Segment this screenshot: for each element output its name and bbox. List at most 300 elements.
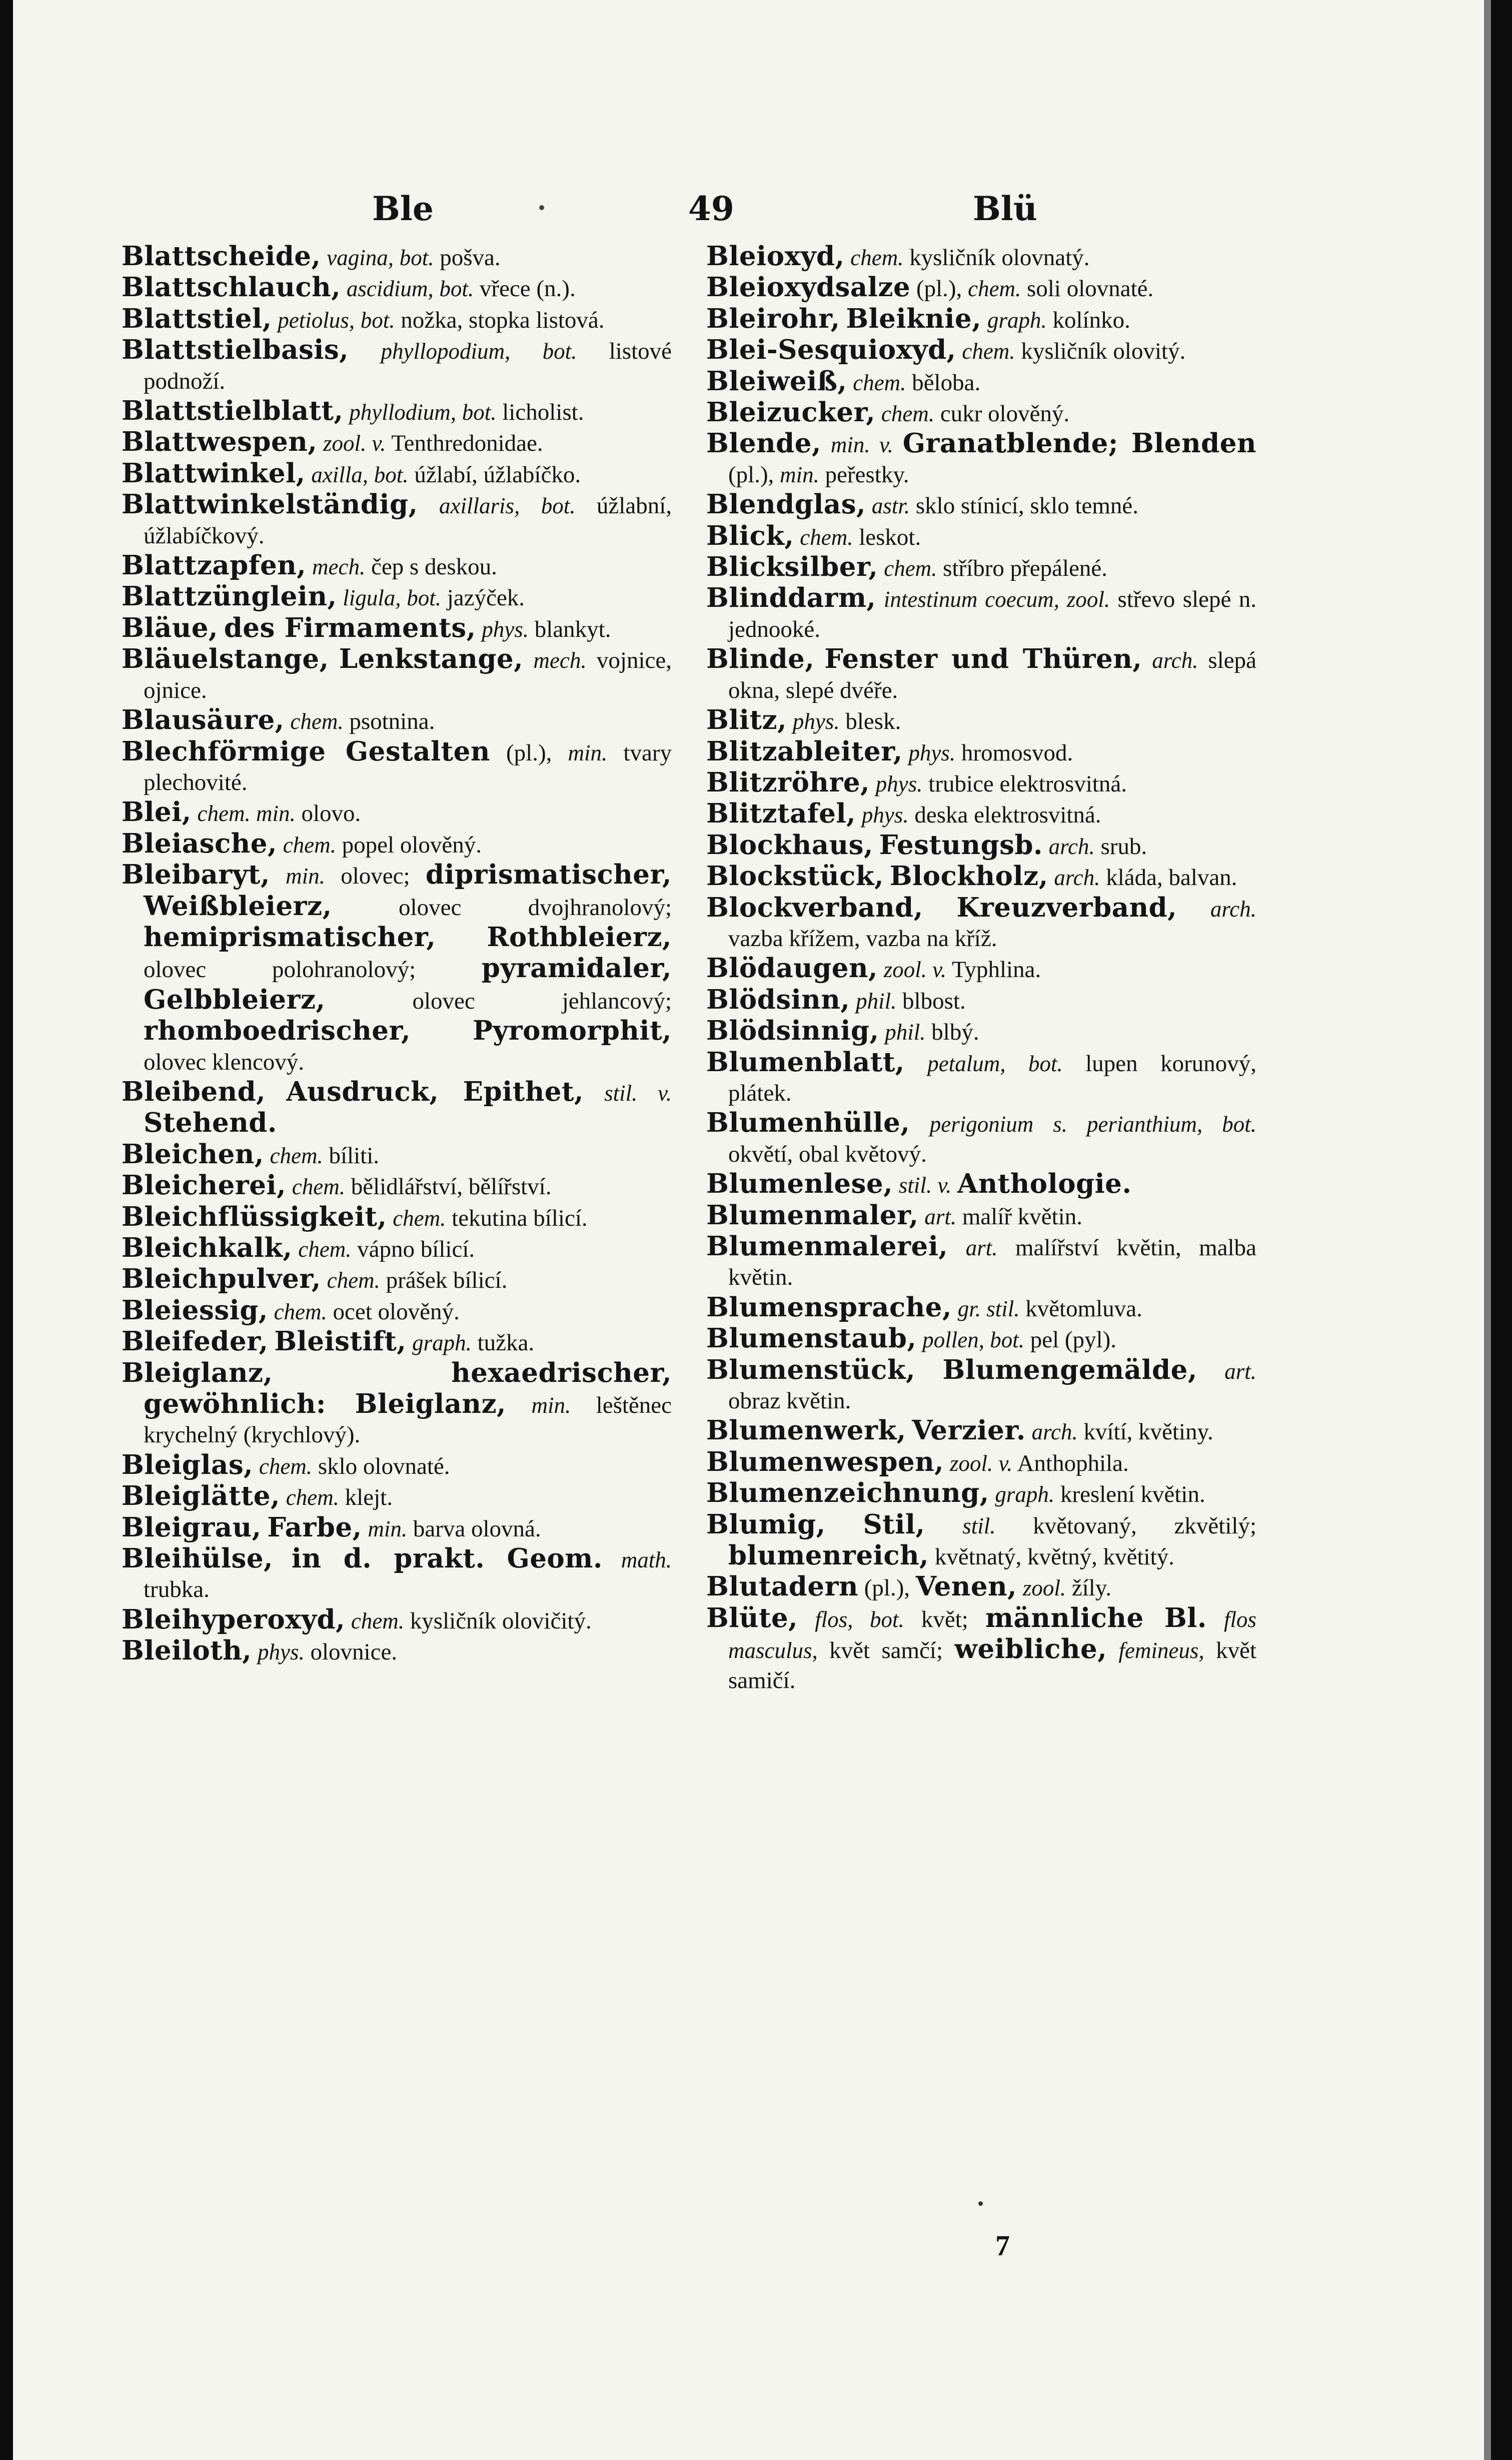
dictionary-entry [706,1169,1256,1200]
entry-text: bíliti. [323,1142,380,1169]
entry-text: olovec jehlancový; [325,988,672,1014]
entry-text [520,493,541,519]
entry-text: olovec; [325,863,426,890]
entry-german-term: Granatblende; Blenden [902,428,1256,459]
dictionary-entry [122,1481,672,1512]
entry-text: kláda, balvan. [1100,865,1237,891]
entry-abbreviation: phys. [258,1639,305,1665]
dictionary-entry [122,860,672,1077]
entry-text [434,276,440,302]
dictionary-entry [706,429,1256,490]
entry-headword: Blicksilber, [706,551,878,583]
print-speck [978,2201,983,2206]
entry-abbreviation: bot. [360,307,395,333]
entry-headword: Bleiglanz, [122,1357,273,1388]
entry-text: kvítí, květiny. [1077,1419,1213,1445]
entry-abbreviation: art. [1224,1358,1256,1384]
entry-text: barva olovná. [407,1515,541,1542]
entry-headword: Blödsinn, [706,984,850,1015]
entry-abbreviation: chem. [283,832,336,858]
dictionary-entry [122,797,672,829]
entry-text: jazýček. [441,585,525,611]
entry-text: (pl.), [506,739,568,766]
entry-headword: Blumensprache, [706,1291,952,1323]
entry-abbreviation: phyllopodium, [381,339,511,364]
entry-german-term: Fenster und Thüren, [824,643,1142,675]
entry-abbreviation: arch. [1048,834,1095,859]
entry-abbreviation: phys. [482,616,529,642]
entry-abbreviation: bot. [399,245,434,270]
scan-border-left [0,0,13,2460]
right-column [706,242,1256,1696]
entry-text [1026,1419,1032,1445]
entry-abbreviation: chem. [259,1453,313,1479]
entry-text: žíly. [1066,1575,1112,1601]
dictionary-entry [706,1108,1256,1169]
entry-german-term: Blumengemälde, [942,1354,1197,1385]
running-header [0,181,1512,236]
dictionary-entry [122,459,672,490]
entry-text [362,1516,368,1542]
entry-abbreviation: ligula, [343,585,401,611]
entry-headword: Bleichpulver, [122,1263,321,1295]
entry-german-term: pyramidaler, Gelbbleierz, [144,953,672,1015]
header-left-guide-word: Ble [372,189,434,228]
dictionary-entry [706,862,1256,893]
entry-text: květnatý, květný, květitý. [929,1544,1174,1570]
entry-headword: Blödsinnig, [706,1015,879,1047]
entry-abbreviation: chem. [292,1174,345,1200]
entry-text: malíř květin. [956,1203,1083,1230]
dictionary-entry [122,273,672,304]
entry-abbreviation: flos, bot. [815,1606,904,1632]
entry-german-term: weibliche, [954,1633,1107,1665]
entry-headword: Blausäure, [122,704,285,736]
entry-abbreviation: phys. [875,771,923,796]
entry-abbreviation: phil. [856,988,897,1014]
entry-abbreviation: bot. [462,400,497,425]
dictionary-entry [122,737,672,798]
dictionary-entry [122,1358,672,1450]
entry-headword: Blattwespen, [122,426,318,458]
dictionary-entry [706,398,1256,429]
entry-text: tužka. [471,1330,535,1356]
entry-abbreviation: gr. stil. [957,1296,1020,1321]
entry-headword: Bleiglätte, [122,1480,280,1512]
entry-headword: Blinde, [706,643,815,675]
entry-abbreviation: intestinum coecum, zool. [883,587,1110,612]
entry-german-term: Anthologie. [957,1168,1132,1200]
entry-abbreviation: astr. [871,493,910,519]
entry-abbreviation: stil. [962,1513,996,1538]
entry-text [506,1392,531,1418]
entry-abbreviation: ascidium, [346,276,434,302]
dictionary-entry [122,613,672,644]
entry-text: blesk. [839,708,901,735]
dictionary-entry [122,829,672,860]
dictionary-entry [122,705,672,736]
left-column [122,242,672,1668]
entry-headword: Blendglas, [706,489,866,520]
entry-german-term: diprismatischer, Weißbleierz, [144,859,672,922]
entry-abbreviation: arch. [1054,865,1100,891]
entry-text: olovnice. [304,1639,398,1666]
entry-text: kysličník olovičitý. [404,1607,592,1634]
entry-abbreviation: chem. [290,709,344,734]
dictionary-entry [706,242,1256,273]
entry-headword: Bleihülse, [122,1543,273,1574]
entry-headword: Blick, [706,520,794,551]
entry-headword: Bleifeder, [122,1326,269,1357]
entry-headword: Blockhaus, [706,829,873,861]
entry-headword: Bleiloth, [122,1635,252,1667]
entry-text: Anthophila. [1012,1450,1129,1476]
dictionary-entry [706,273,1256,304]
entry-abbreviation: graph. [987,307,1047,333]
entry-german-term: Farbe, [267,1511,362,1543]
entry-abbreviation: phyllodium, [349,400,456,425]
entry-headword: Bleiessig, [122,1294,268,1326]
entry-headword: Bleichen, [122,1138,264,1170]
entry-headword: Blüte, [706,1602,798,1633]
entry-abbreviation: min. [780,462,819,487]
entry-text: kreslení květin. [1054,1481,1205,1508]
entry-abbreviation: math. [621,1547,672,1573]
entry-abbreviation: bot. [407,585,441,611]
entry-abbreviation: min. v. [830,432,893,458]
entry-text [1017,1575,1023,1601]
entry-text: olovo. [295,800,361,827]
entry-abbreviation: chem. [298,1237,352,1262]
entry-german-term: Kreuzverband, [956,892,1177,923]
entry-text: peřestky. [819,461,909,488]
scan-border-right [1491,0,1512,2460]
entry-text: střevo slepé n. jednooké. [728,586,1257,642]
entry-text [456,399,462,425]
entry-headword: Bleiasche, [122,828,277,859]
dictionary-entry [122,551,672,582]
entry-german-term: Stehend. [144,1107,277,1139]
entry-abbreviation: min. [286,864,325,889]
entry-german-term: blumenreich, [728,1540,929,1571]
entry-text: listové podnoží. [144,338,672,394]
entry-headword: Bleiglas, [122,1449,254,1480]
entry-text [394,245,400,271]
entry-headword: Bleirohr, [706,303,840,334]
entry-headword: Blattwinkel, [122,457,306,489]
entry-text: obraz květin. [728,1388,851,1414]
entry-headword: Blei, [122,796,192,828]
dictionary-entry [122,1544,672,1605]
entry-text: slepá okna, slepé dvéře. [728,647,1257,703]
entry-text: blbý. [925,1019,979,1046]
dictionary-entry [122,335,672,396]
entry-headword: Blende, [706,428,821,459]
entry-abbreviation: chem. min. [197,801,296,827]
entry-text [951,1172,957,1198]
dictionary-entry [706,893,1256,954]
dictionary-entry [122,1513,672,1544]
dictionary-entry [122,1202,672,1233]
entry-german-term: Blockholz, [889,861,1048,892]
entry-abbreviation: min. [531,1393,571,1418]
entry-abbreviation: chem. [270,1143,323,1168]
entry-abbreviation: chem. [800,524,853,550]
entry-text: olovec polohranolový; [144,957,482,983]
dictionary-entry [706,1293,1256,1324]
entry-text [603,1547,621,1573]
entry-abbreviation: chem. [962,339,1015,364]
dictionary-entry [122,1171,672,1202]
entry-abbreviation: art. [965,1235,998,1260]
entry-abbreviation: bot. [374,462,409,487]
entry-text: tekutina bílicí. [446,1205,588,1231]
entry-abbreviation: pollen, bot. [922,1327,1024,1353]
entry-abbreviation: arch. [1210,896,1257,922]
entry-headword: Blattstielbasis, [122,334,349,366]
entry-text: trubka. [144,1576,210,1603]
dictionary-entry [122,396,672,427]
entry-abbreviation: bot. [439,276,474,302]
entry-abbreviation: phys. [861,802,909,828]
entry-text: blankyt. [529,616,611,642]
dictionary-entry [706,335,1256,366]
entry-text: úžlabí, úžlabíčko. [408,461,581,488]
header-dot [539,205,544,210]
entry-text: blbost. [896,988,966,1014]
entry-abbreviation: flos masculus, [728,1606,1257,1664]
entry-text: vápno bílicí. [351,1236,475,1262]
entry-headword: Blödaugen, [706,953,878,984]
entry-headword: Bleichflüssigkeit, [122,1201,387,1232]
entry-headword: Blumenstaub, [706,1323,917,1354]
entry-text: ocet olověný. [327,1298,460,1325]
entry-abbreviation: bot. [542,339,577,364]
entry-headword: Bleibaryt, [122,859,270,891]
entry-text [1207,1606,1224,1632]
entry-headword: Blutadern [706,1571,859,1602]
entry-headword: Bläue, [122,612,218,643]
entry-headword: Bleicherei, [122,1170,287,1201]
entry-german-term: Ausdruck, Epithet, [286,1076,584,1107]
entry-headword: Blumenstück, [706,1354,916,1385]
entry-text: Tenthredonidae. [386,430,543,457]
entry-abbreviation: chem. [884,556,937,581]
entry-text [368,462,374,488]
dictionary-entry [706,1603,1256,1696]
dictionary-entry [122,304,672,335]
dictionary-entry [122,1327,672,1358]
entry-headword: Bleihyperoxyd, [122,1603,346,1635]
entry-text: květ; [904,1606,985,1632]
entry-headword: Bleioxyd, [706,241,845,272]
entry-abbreviation: zool. v. [323,431,386,456]
entry-headword: Bleizucker, [706,397,876,428]
entry-text [1005,1051,1028,1077]
entry-text: licholist. [496,399,584,426]
entry-abbreviation: arch. [1031,1419,1078,1445]
entry-german-term: männliche Bl. [985,1602,1207,1633]
entry-abbreviation: stil. v. [898,1173,952,1198]
entry-text: nožka, stopka listová. [395,307,605,333]
entry-headword: Blei-Sesquioxyd, [706,334,956,366]
dictionary-entry [706,705,1256,736]
entry-headword: Blumenmalerei, [706,1231,948,1262]
entry-text: čep s deskou. [365,554,497,580]
entry-headword: Blumenblatt, [706,1046,905,1078]
entry-text: sklo stínicí, sklo temné. [910,493,1139,519]
entry-abbreviation: mech. [312,554,366,580]
dictionary-entry [706,1324,1256,1355]
entry-headword: Blattstiel, [122,303,272,334]
dictionary-entry [706,1416,1256,1447]
dictionary-entry [706,768,1256,799]
entry-text [476,616,482,642]
entry-text: leskot. [853,524,921,550]
dictionary-entry [122,427,672,458]
entry-headword: Blattzapfen, [122,550,307,581]
entry-text [1197,1358,1224,1384]
entry-headword: Blattschlauch, [122,272,341,303]
entry-text: květ samčí; [817,1637,955,1664]
entry-text: (pl.), [864,1575,916,1601]
entry-text: popel olověný. [336,832,482,858]
entry-text: kysličník olovnatý. [903,245,1090,271]
entry-text: psotnina. [343,708,435,735]
entry-text: (pl.), [728,461,780,488]
entry-text [1048,865,1054,891]
entry-abbreviation: zool. v. [883,957,947,983]
entry-german-term: Stil, [863,1508,925,1540]
dictionary-entry [706,737,1256,768]
dictionary-entry [706,1016,1256,1047]
dictionary-entry [706,985,1256,1016]
entry-text: olovec klencový. [144,1049,305,1075]
entry-abbreviation: chem. [327,1268,380,1293]
entry-headword: Blumenmaler, [706,1199,919,1231]
header-right-guide-word: Blü [973,189,1037,228]
dictionary-entry [122,1233,672,1264]
entry-text: trubice elektrosvitná. [922,770,1127,797]
entry-headword: Blitztafel, [706,798,856,830]
entry-text [981,307,987,333]
entry-text: pošva. [434,245,501,271]
entry-text [1107,1637,1118,1664]
entry-headword: Blitzableiter, [706,735,903,767]
entry-abbreviation: petiolus, [278,307,355,333]
entry-abbreviation: bot. [541,493,576,519]
dictionary-entry [706,831,1256,862]
entry-headword: Blinddarm, [706,582,876,614]
dictionary-entry [706,552,1256,583]
dictionary-entry [706,583,1256,644]
dictionary-entry [706,1355,1256,1416]
entry-abbreviation: chem. [853,370,906,395]
entry-headword: Blumenwespen, [706,1446,944,1477]
entry-german-term: Lenkstange, [339,643,524,675]
entry-german-term: des Firmaments, [224,612,476,643]
entry-headword: Blitz, [706,704,787,736]
entry-abbreviation: graph. [995,1482,1055,1507]
entry-text [510,338,542,364]
entry-headword: Bläuelstange, [122,643,329,675]
entry-text: kolínko. [1046,307,1130,333]
dictionary-entry [122,1636,672,1667]
entry-headword: Blumenlese, [706,1168,893,1200]
entry-text: kysličník olovitý. [1015,338,1186,365]
entry-text: vřece (n.). [474,276,576,302]
entry-headword: Bleichkalk, [122,1232,293,1263]
dictionary-entry [706,304,1256,335]
entry-text: květomluva. [1019,1295,1142,1322]
entry-abbreviation: chem. [286,1485,339,1510]
entry-text: cukr olověný. [934,401,1070,427]
entry-abbreviation: art. [924,1204,957,1229]
entry-text: prášek bílicí. [380,1267,508,1294]
entry-text: soli olovnaté. [1021,276,1154,302]
entry-text [925,1513,962,1539]
entry-text: hromosvod. [955,739,1073,766]
entry-abbreviation: chem. [968,276,1021,302]
entry-headword: Blumenzeichnung, [706,1477,989,1509]
entry-headword: Bleigrau, [122,1511,262,1543]
entry-text: klejt. [339,1484,393,1511]
dictionary-entry [122,644,672,705]
entry-text: květovaný, zkvětilý; [995,1512,1256,1539]
entry-text: pel (pyl). [1024,1327,1117,1353]
entry-text: vazba křížem, vazba na kříž. [728,925,997,952]
entry-text [584,1080,604,1106]
page-number: 49 [688,189,734,228]
dictionary-entry [706,644,1256,705]
entry-headword: Blattscheide, [122,241,321,272]
dictionary-entry [122,582,672,613]
entry-text: stříbro přepálené. [937,555,1108,582]
entry-headword: Bleioxydsalze [706,272,911,303]
dictionary-entry [122,1264,672,1295]
entry-abbreviation: chem. [881,401,935,427]
entry-german-term: Venen, [915,1571,1017,1602]
entry-text [401,585,407,611]
dictionary-entry [122,1296,672,1327]
entry-abbreviation: axillaris, [439,493,520,519]
entry-german-term: Festungsb. [879,829,1043,861]
entry-text: deska elektrosvitná. [908,802,1101,829]
entry-abbreviation: phil. [885,1020,926,1045]
entry-german-term: Bleiknie, [846,303,982,334]
entry-headword: Blumig, [706,1508,826,1540]
entry-headword: Blumenwerk, [706,1415,906,1446]
entry-german-term: Verzier. [912,1415,1026,1446]
entry-text: běloba. [906,369,981,396]
entry-headword: Blattzünglein, [122,581,337,612]
entry-headword: Blattstielblatt, [122,395,344,427]
entry-text: květ samičí. [728,1637,1256,1694]
entry-text: tvary plechovité. [144,739,672,795]
dictionary-entry [706,1510,1256,1572]
signature-mark: 7 [995,2229,1010,2262]
entry-text: leštěnec krychelný (krychlový). [144,1392,672,1448]
entry-headword: Bleibend, [122,1076,266,1107]
entry-text: vojnice, ojnice. [144,647,672,703]
entry-abbreviation: phys. [792,709,840,734]
entry-text [1142,647,1152,673]
dictionary-entry [706,1232,1256,1293]
entry-abbreviation: chem. [274,1299,327,1324]
dictionary-entry [122,490,672,551]
entry-abbreviation: chem. [850,245,904,270]
dictionary-entry [122,1077,672,1140]
